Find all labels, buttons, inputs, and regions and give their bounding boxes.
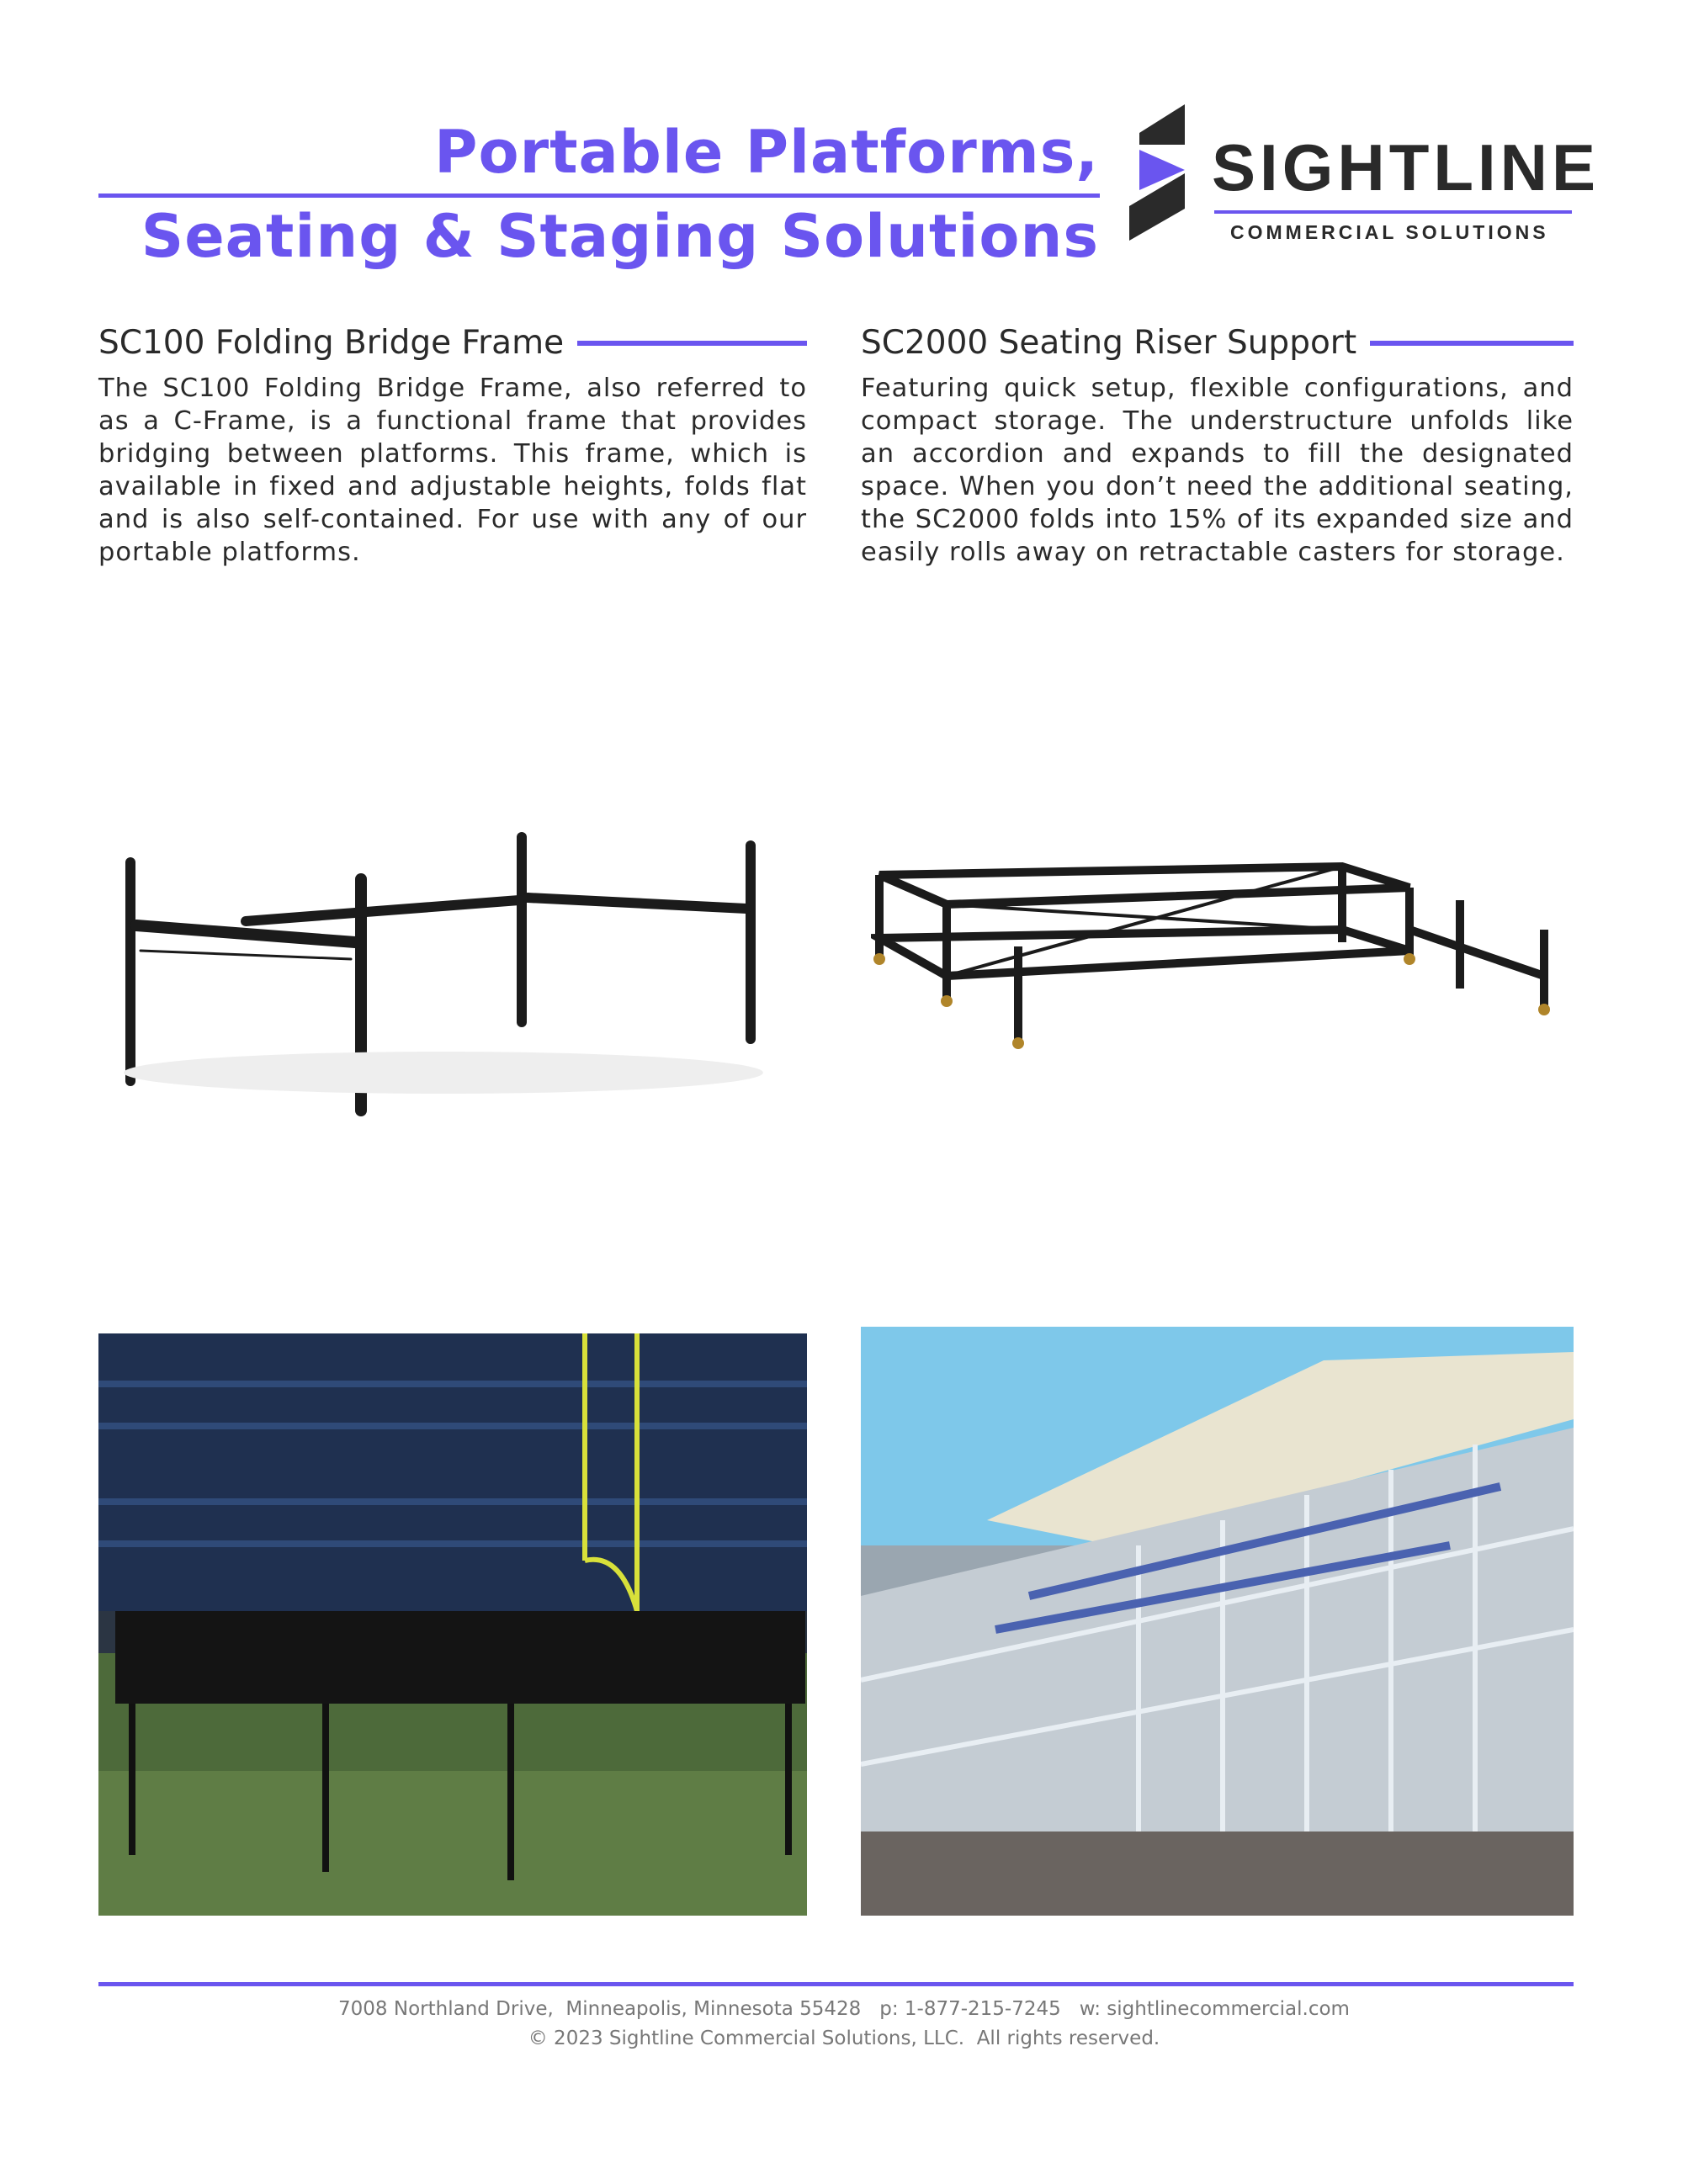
logo-subtitle: COMMERCIAL SOLUTIONS: [1230, 221, 1549, 243]
heading-text: SC100 Folding Bridge Frame: [98, 324, 565, 362]
seating-riser-stadium-photo: [861, 1327, 1574, 1916]
title-line-1: Portable Platforms,: [434, 118, 1099, 187]
heading-text: SC2000 Seating Riser Support: [861, 324, 1357, 362]
section-heading: [861, 324, 1574, 362]
sc100-frame-image: [98, 820, 788, 1123]
logo-wordmark: SIGHTLINE: [1212, 130, 1600, 204]
section-sc2000: [861, 324, 1574, 569]
heading-rule: [1370, 341, 1574, 346]
footer-divider: [98, 1982, 1574, 1986]
section-body: The SC100 Folding Bridge Frame, also referred to as a C-Frame, is a functional frame that provides bridging between platforms. This frame, which is available in fixed and adjustable heights, folds flat and is also self-contained. For use with any of our portable platforms.: [98, 374, 807, 567]
title-line-2: Seating & Staging Solutions: [141, 202, 1099, 271]
heading-rule: [577, 341, 807, 346]
section-body: Featuring quick setup, flexible configurations, and compact storage. The understructure unfolds like an accordion and expands to fill the designated space. When you don’t need the additional seating, the SC2000 folds into 15% of its expanded size and easily rolls away on retractable casters for storage.: [861, 374, 1574, 567]
title-divider: [98, 193, 1100, 198]
footer-address: 7008 Northland Drive, Minneapolis, Minnesota 55428 p: 1-877-215-7245 w: sightlinecommercial.com: [338, 1998, 1350, 2020]
footer-copyright: © 2023 Sightline Commercial Solutions, LLC. All rights reserved.: [528, 2028, 1160, 2049]
logo-mark-icon: [1128, 101, 1195, 244]
sc2000-riser-image: [871, 829, 1578, 1081]
stadium-bridge-frame-photo: [98, 1333, 807, 1916]
logo-divider: [1214, 210, 1572, 214]
section-sc100: [98, 324, 807, 569]
sightline-logo: [1128, 101, 1600, 248]
section-heading: [98, 324, 807, 362]
